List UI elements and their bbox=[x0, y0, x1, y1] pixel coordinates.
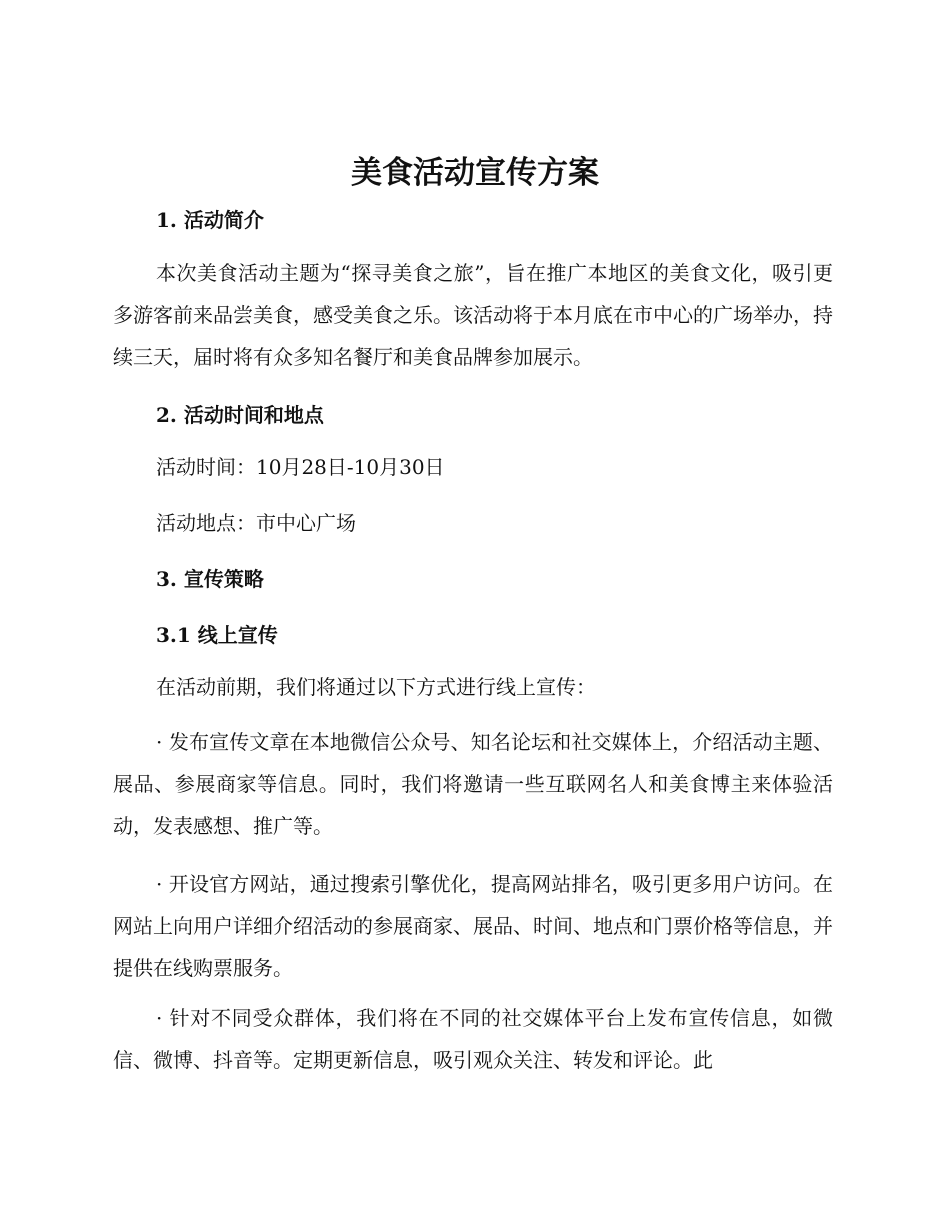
subsection-heading-online: 3.1 线上宣传 bbox=[156, 623, 278, 647]
event-time-paragraph: 活动时间：10月28日-10月30日 bbox=[156, 455, 445, 479]
event-location-paragraph: 活动地点：市中心广场 bbox=[156, 511, 356, 535]
section-heading-strategy: 3. 宣传策略 bbox=[156, 567, 264, 591]
bullet-paragraph-articles: · 发布宣传文章在本地微信公众号、知名论坛和社交媒体上，介绍活动主题、展品、参展商家等信息。同时，我们将邀请一些互联网名人和美食博主来体验活动，发表感想、推广等。 bbox=[113, 730, 833, 838]
section-heading-time-place: 2. 活动时间和地点 bbox=[156, 403, 324, 427]
document-title: 美食活动宣传方案 bbox=[351, 155, 599, 191]
bullet-paragraph-website: · 开设官方网站，通过搜索引擎优化，提高网站排名，吸引更多用户访问。在网站上向用户详细介绍活动的参展商家、展品、时间、地点和门票价格等信息，并提供在线购票服务。 bbox=[113, 872, 833, 980]
online-intro-paragraph: 在活动前期，我们将通过以下方式进行线上宣传： bbox=[156, 675, 596, 699]
intro-paragraph: 本次美食活动主题为“探寻美食之旅”，旨在推广本地区的美食文化，吸引更多游客前来品尝美食，感受美食之乐。该活动将于本月底在市中心的广场举办，持续三天，届时将有众多知名餐厅和美食品牌参加展示。 bbox=[113, 261, 833, 369]
bullet-paragraph-social-media: · 针对不同受众群体，我们将在不同的社交媒体平台上发布宣传信息，如微信、微博、抖音等。定期更新信息，吸引观众关注、转发和评论。此 bbox=[113, 1006, 833, 1072]
section-heading-intro: 1. 活动简介 bbox=[156, 208, 264, 232]
